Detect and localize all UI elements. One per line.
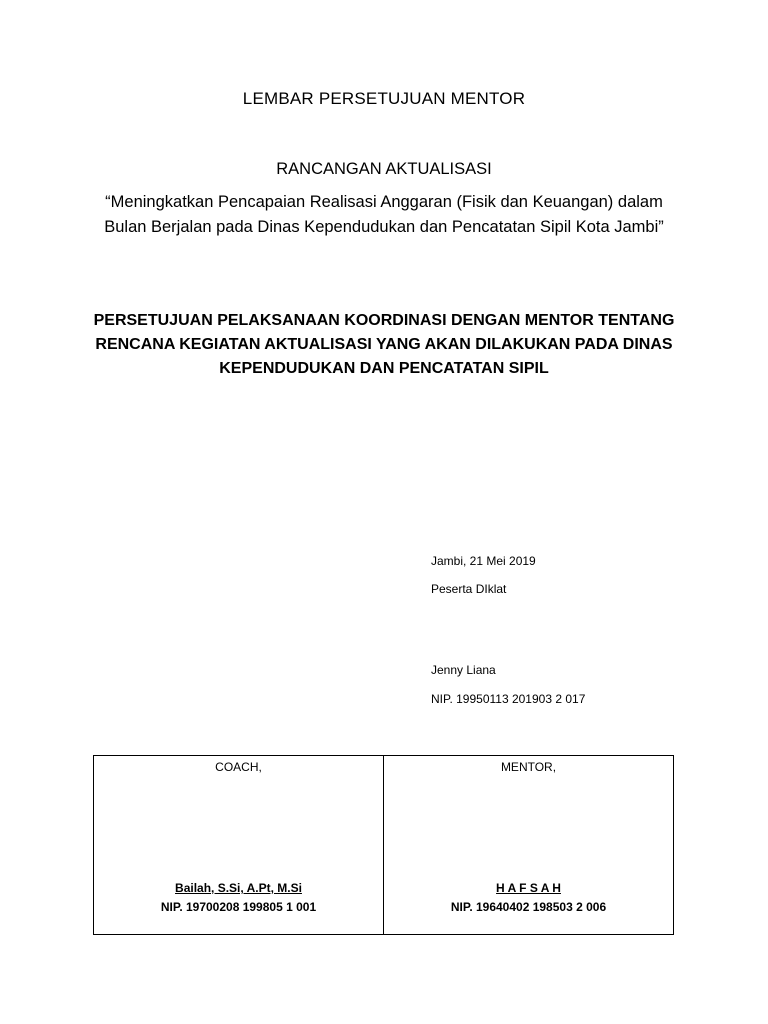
approval-statement: PERSETUJUAN PELAKSANAAN KOORDINASI DENGAN MENTOR TENTANG RENCANA KEGIATAN AKTUALISASI YANG AKAN DILAKUKAN PADA DINAS KEPENDUDUKAN DAN PENCATATAN SIPIL: [93, 312, 675, 377]
participant-name: Jenny Liana: [431, 663, 496, 677]
mentor-name: H A F S A H: [496, 881, 561, 895]
participant-role: Peserta DIklat: [431, 582, 507, 596]
mentor-signature-cell: [383, 756, 673, 934]
activity-title-quote: “Meningkatkan Pencapaian Realisasi Anggaran (Fisik dan Keuangan) dalam Bulan Berjalan pada Dinas Kependudukan dan Pencatatan Sipil Kota Jambi”: [104, 193, 664, 236]
coach-name: Bailah, S.Si, A.Pt, M.Si: [175, 881, 302, 895]
coach-role-label: COACH,: [215, 760, 262, 774]
mentor-role-label: MENTOR,: [500, 760, 557, 774]
mentor-nip: NIP. 19640402 198503 2 006: [450, 900, 607, 914]
coach-name-line: [94, 881, 383, 895]
place-date: Jambi, 21 Mei 2019: [431, 554, 536, 568]
mentor-name-line: [384, 881, 673, 895]
participant-nip: NIP. 19950113 201903 2 017: [431, 692, 586, 706]
document-subtitle: RANCANGAN AKTUALISASI: [276, 160, 492, 178]
coach-nip: NIP. 19700208 199805 1 001: [160, 900, 317, 914]
coach-signature-cell: [94, 756, 383, 934]
signature-table: [93, 755, 674, 935]
document-title: LEMBAR PERSETUJUAN MENTOR: [242, 89, 526, 108]
